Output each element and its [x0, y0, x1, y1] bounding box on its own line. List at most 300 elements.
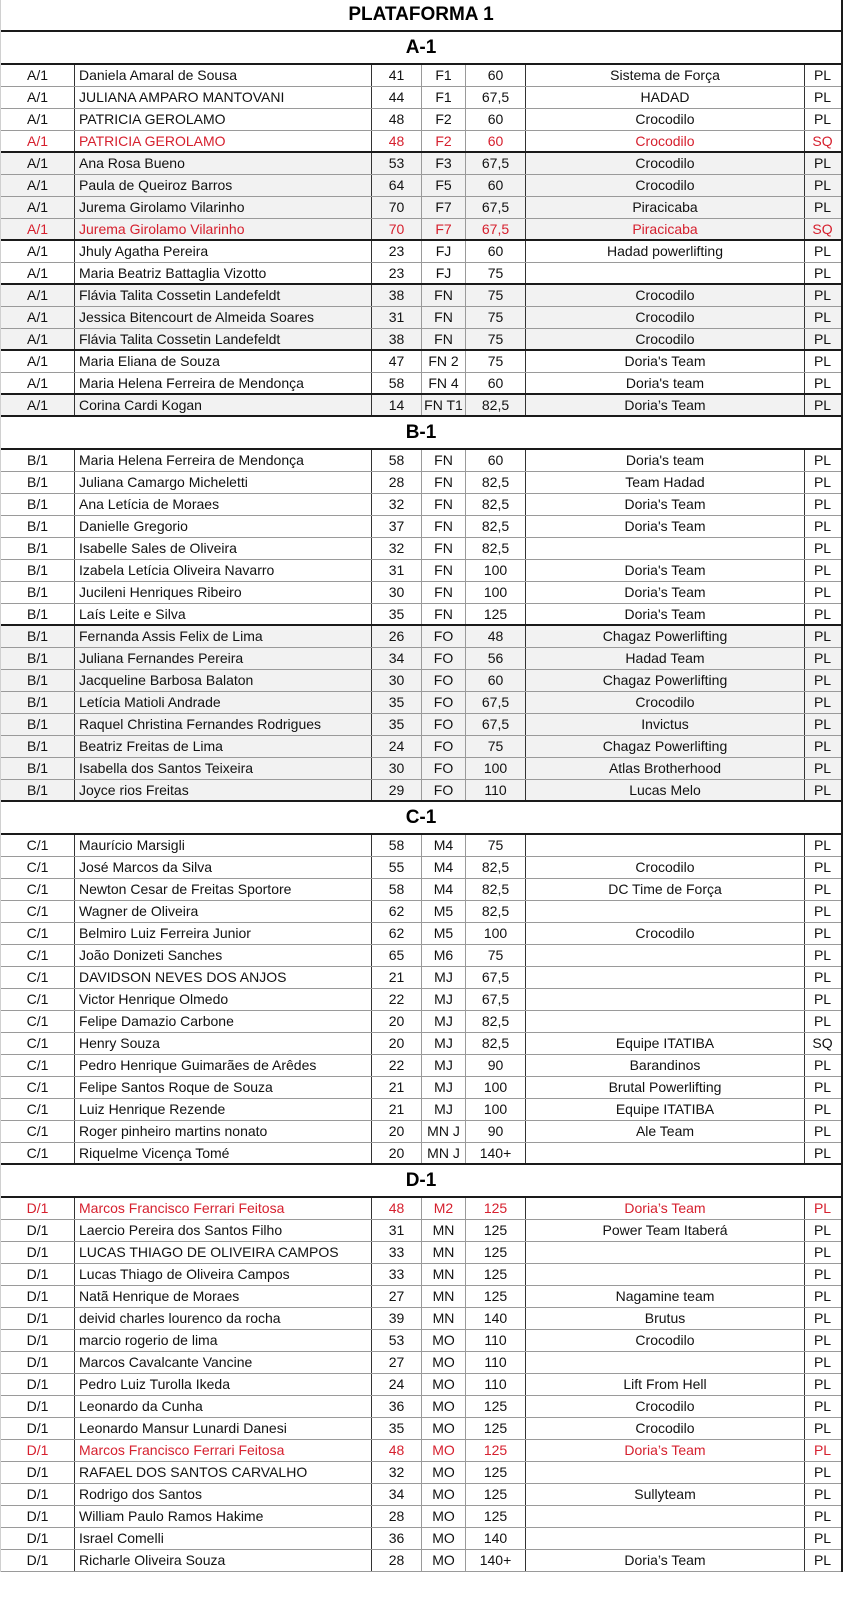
weight-class-cell: 125 [465, 1198, 525, 1219]
athlete-name-cell: Ana Rosa Bueno [74, 153, 371, 174]
category-cell: FN 2 [421, 351, 465, 372]
category-cell: M5 [421, 901, 465, 922]
athlete-name-cell: Pedro Luiz Turolla Ikeda [74, 1374, 371, 1395]
weight-class-cell: 125 [465, 1242, 525, 1263]
athlete-row[interactable] [1, 1506, 841, 1528]
athlete-name-cell: Juliana Camargo Micheletti [74, 472, 371, 493]
category-cell: FN [421, 516, 465, 537]
flight-cell: B/1 [26, 716, 48, 732]
team-cell: Crocodilo [525, 175, 804, 196]
athlete-row[interactable] [1, 1308, 841, 1330]
athlete-name-cell: PATRICIA GEROLAMO [74, 131, 371, 151]
athlete-row[interactable] [1, 901, 841, 923]
weight-class-cell: 90 [465, 1121, 525, 1142]
flight-cell: A/1 [26, 67, 48, 83]
category-cell: F7 [421, 197, 465, 218]
age-cell: 34 [371, 1484, 421, 1505]
athlete-name-cell: João Donizeti Sanches [74, 945, 371, 966]
team-cell: Crocodilo [525, 329, 804, 349]
athlete-row[interactable] [1, 1198, 841, 1220]
athlete-name-cell: Danielle Gregorio [74, 516, 371, 537]
athlete-name-cell: Natã Henrique de Moraes [74, 1286, 371, 1307]
athlete-name-cell: Newton Cesar de Freitas Sportore [74, 879, 371, 900]
team-cell: Hadad Team [525, 648, 804, 669]
category-cell: FN [421, 450, 465, 471]
team-cell: Crocodilo [525, 923, 804, 944]
category-cell: FJ [421, 263, 465, 283]
category-cell: FN [421, 604, 465, 624]
athlete-row[interactable] [1, 560, 841, 582]
athlete-row[interactable] [1, 1264, 841, 1286]
athlete-name-cell: Jhuly Agatha Pereira [74, 241, 371, 262]
category-cell: MJ [421, 1077, 465, 1098]
flight-section [1, 1165, 841, 1572]
category-cell: MO [421, 1484, 465, 1505]
age-cell: 24 [371, 736, 421, 757]
age-cell: 22 [371, 989, 421, 1010]
weight-class-cell: 100 [465, 1099, 525, 1120]
team-cell: Crocodilo [525, 1396, 804, 1417]
category-cell: F2 [421, 131, 465, 151]
weight-class-cell: 82,5 [465, 395, 525, 415]
athlete-row[interactable] [1, 923, 841, 945]
weight-class-cell: 125 [465, 1506, 525, 1527]
flight-cell: B/1 [26, 452, 48, 468]
team-cell [525, 835, 804, 856]
age-cell: 39 [371, 1308, 421, 1329]
age-cell: 26 [371, 626, 421, 647]
weight-class-cell: 60 [465, 65, 525, 86]
weight-class-cell: 125 [465, 1418, 525, 1439]
athlete-name-cell: Laís Leite e Silva [74, 604, 371, 624]
flight-cell: A/1 [26, 265, 48, 281]
age-cell: 48 [371, 131, 421, 151]
age-cell: 35 [371, 714, 421, 735]
team-cell: Crocodilo [525, 1418, 804, 1439]
athlete-row[interactable] [1, 967, 841, 989]
age-cell: 32 [371, 494, 421, 515]
team-cell: Ale Team [525, 1121, 804, 1142]
weight-class-cell: 56 [465, 648, 525, 669]
age-cell: 33 [371, 1242, 421, 1263]
category-cell: MO [421, 1374, 465, 1395]
modality-cell: PL [804, 1550, 840, 1571]
athlete-row[interactable] [1, 626, 841, 648]
modality-cell: PL [804, 714, 840, 735]
flight-cell: A/1 [26, 177, 48, 193]
weight-class-cell: 75 [465, 351, 525, 372]
athlete-row[interactable] [1, 648, 841, 670]
weight-class-cell: 140+ [465, 1550, 525, 1571]
weight-class-cell: 125 [465, 1462, 525, 1483]
weight-class-cell: 60 [465, 109, 525, 130]
flight-cell: A/1 [26, 397, 48, 413]
weight-class-cell: 140 [465, 1528, 525, 1549]
flight-cell: D/1 [26, 1464, 49, 1480]
weight-class-cell: 125 [465, 1396, 525, 1417]
team-cell: Lift From Hell [525, 1374, 804, 1395]
athlete-row[interactable] [1, 1242, 841, 1264]
athlete-name-cell: Jacqueline Barbosa Balaton [74, 670, 371, 691]
modality-cell: PL [804, 945, 840, 966]
age-cell: 30 [371, 582, 421, 603]
modality-cell: PL [804, 153, 840, 174]
team-cell [525, 901, 804, 922]
category-cell: M2 [421, 1198, 465, 1219]
athlete-row[interactable] [1, 109, 841, 131]
modality-cell: PL [804, 670, 840, 691]
modality-cell: PL [804, 901, 840, 922]
modality-cell: PL [804, 1462, 840, 1483]
athlete-row[interactable] [1, 516, 841, 538]
athlete-row[interactable] [1, 714, 841, 736]
age-cell: 20 [371, 1033, 421, 1054]
athlete-name-cell: Roger pinheiro martins nonato [74, 1121, 371, 1142]
team-cell: Doria's team [525, 373, 804, 393]
weight-class-cell: 67,5 [465, 197, 525, 218]
athlete-row[interactable] [1, 1099, 841, 1121]
flight-cell: B/1 [26, 606, 48, 622]
age-cell: 20 [371, 1121, 421, 1142]
athlete-name-cell: Maria Helena Ferreira de Mendonça [74, 373, 371, 393]
athlete-row[interactable] [1, 538, 841, 560]
category-cell: FN [421, 582, 465, 603]
athlete-row[interactable] [1, 1330, 841, 1352]
athlete-row[interactable] [1, 758, 841, 780]
athlete-row[interactable] [1, 1440, 841, 1462]
athlete-name-cell: RAFAEL DOS SANTOS CARVALHO [74, 1462, 371, 1483]
athlete-name-cell: PATRICIA GEROLAMO [74, 109, 371, 130]
flight-cell: A/1 [26, 353, 48, 369]
athlete-name-cell: Maria Beatriz Battaglia Vizotto [74, 263, 371, 283]
athlete-row[interactable] [1, 450, 841, 472]
flight-cell: D/1 [26, 1200, 49, 1216]
team-cell: Doria's team [525, 450, 804, 471]
athlete-row[interactable] [1, 1286, 841, 1308]
weight-class-cell: 82,5 [465, 1011, 525, 1032]
category-cell: MJ [421, 1011, 465, 1032]
flight-cell: B/1 [26, 738, 48, 754]
category-cell: M6 [421, 945, 465, 966]
category-cell: FN [421, 307, 465, 328]
athlete-name-cell: Beatriz Freitas de Lima [74, 736, 371, 757]
athlete-row[interactable] [1, 1011, 841, 1033]
weight-class-cell: 82,5 [465, 901, 525, 922]
team-cell [525, 945, 804, 966]
category-cell: FO [421, 714, 465, 735]
weight-class-cell: 48 [465, 626, 525, 647]
category-cell: F1 [421, 65, 465, 86]
modality-cell: PL [804, 241, 840, 262]
athlete-row[interactable] [1, 1528, 841, 1550]
flight-cell: C/1 [26, 1057, 49, 1073]
modality-cell: PL [804, 307, 840, 328]
weight-class-cell: 125 [465, 604, 525, 624]
flight-cell: A/1 [26, 287, 48, 303]
athlete-row[interactable] [1, 879, 841, 901]
modality-cell: PL [804, 373, 840, 393]
athlete-row[interactable] [1, 65, 841, 87]
sheet-title: PLATAFORMA 1 [1, 0, 841, 32]
category-cell: FN [421, 329, 465, 349]
athlete-row[interactable] [1, 604, 841, 626]
athlete-row[interactable] [1, 1396, 841, 1418]
section-header: C-1 [1, 802, 841, 835]
athlete-name-cell: Flávia Talita Cossetin Landefeldt [74, 329, 371, 349]
category-cell: MO [421, 1462, 465, 1483]
weight-class-cell: 110 [465, 1352, 525, 1373]
sections-container [1, 32, 841, 1572]
flight-cell: C/1 [26, 925, 49, 941]
athlete-name-cell: Izabela Letícia Oliveira Navarro [74, 560, 371, 581]
modality-cell: PL [804, 263, 840, 283]
flight-cell: D/1 [26, 1310, 49, 1326]
modality-cell: PL [804, 604, 840, 624]
age-cell: 48 [371, 1198, 421, 1219]
age-cell: 70 [371, 219, 421, 239]
modality-cell: PL [804, 648, 840, 669]
athlete-name-cell: Jurema Girolamo Vilarinho [74, 197, 371, 218]
age-cell: 20 [371, 1143, 421, 1163]
modality-cell: PL [804, 1220, 840, 1241]
weight-class-cell: 82,5 [465, 472, 525, 493]
athlete-row[interactable] [1, 857, 841, 879]
category-cell: F3 [421, 153, 465, 174]
category-cell: F7 [421, 219, 465, 239]
modality-cell: PL [804, 1143, 840, 1163]
weight-class-cell: 75 [465, 285, 525, 306]
weight-class-cell: 82,5 [465, 538, 525, 559]
age-cell: 28 [371, 472, 421, 493]
flight-cell: B/1 [26, 782, 48, 798]
athlete-row[interactable] [1, 263, 841, 285]
age-cell: 21 [371, 1077, 421, 1098]
flight-cell: C/1 [26, 1101, 49, 1117]
athlete-name-cell: Letícia Matioli Andrade [74, 692, 371, 713]
category-cell: FO [421, 626, 465, 647]
athlete-row[interactable] [1, 153, 841, 175]
flight-cell: A/1 [26, 221, 48, 237]
athlete-row[interactable] [1, 351, 841, 373]
flight-cell: C/1 [26, 1145, 49, 1161]
athlete-row[interactable] [1, 835, 841, 857]
category-cell: FO [421, 670, 465, 691]
athlete-row[interactable] [1, 175, 841, 197]
team-cell: Doria’s Team [525, 1550, 804, 1571]
category-cell: MO [421, 1396, 465, 1417]
weight-class-cell: 60 [465, 131, 525, 151]
athlete-name-cell: Richarle Oliveira Souza [74, 1550, 371, 1571]
flight-cell: C/1 [26, 881, 49, 897]
athlete-row[interactable] [1, 1352, 841, 1374]
athlete-row[interactable] [1, 1374, 841, 1396]
team-cell: Chagaz Powerlifting [525, 626, 804, 647]
team-cell: Sullyteam [525, 1484, 804, 1505]
weight-class-cell: 60 [465, 373, 525, 393]
athlete-row[interactable] [1, 945, 841, 967]
age-cell: 65 [371, 945, 421, 966]
athlete-name-cell: Raquel Christina Fernandes Rodrigues [74, 714, 371, 735]
athlete-row[interactable] [1, 241, 841, 263]
athlete-row[interactable] [1, 307, 841, 329]
athlete-name-cell: Rodrigo dos Santos [74, 1484, 371, 1505]
athlete-name-cell: Israel Comelli [74, 1528, 371, 1549]
category-cell: MN [421, 1286, 465, 1307]
modality-cell: PL [804, 450, 840, 471]
flight-cell: A/1 [26, 243, 48, 259]
category-cell: MO [421, 1550, 465, 1571]
team-cell [525, 1506, 804, 1527]
team-cell: Doria’s Team [525, 395, 804, 415]
weight-class-cell: 75 [465, 263, 525, 283]
age-cell: 36 [371, 1528, 421, 1549]
flight-cell: B/1 [26, 584, 48, 600]
category-cell: FO [421, 648, 465, 669]
team-cell: Invictus [525, 714, 804, 735]
athlete-row[interactable] [1, 1055, 841, 1077]
modality-cell: PL [804, 87, 840, 108]
athlete-name-cell: William Paulo Ramos Hakime [74, 1506, 371, 1527]
flight-cell: B/1 [26, 628, 48, 644]
athlete-name-cell: Henry Souza [74, 1033, 371, 1054]
category-cell: F1 [421, 87, 465, 108]
athlete-row[interactable] [1, 1484, 841, 1506]
athlete-row[interactable] [1, 329, 841, 351]
athlete-row[interactable] [1, 131, 841, 153]
age-cell: 41 [371, 65, 421, 86]
modality-cell: PL [804, 1484, 840, 1505]
team-cell: Crocodilo [525, 307, 804, 328]
weight-class-cell: 100 [465, 758, 525, 779]
modality-cell: PL [804, 1242, 840, 1263]
weight-class-cell: 110 [465, 1330, 525, 1351]
modality-cell: PL [804, 835, 840, 856]
age-cell: 62 [371, 901, 421, 922]
flight-cell: C/1 [26, 969, 49, 985]
athlete-row[interactable] [1, 670, 841, 692]
age-cell: 35 [371, 604, 421, 624]
athlete-row[interactable] [1, 1462, 841, 1484]
flight-cell: D/1 [26, 1266, 49, 1282]
age-cell: 48 [371, 1440, 421, 1461]
athlete-row[interactable] [1, 494, 841, 516]
flight-cell: C/1 [26, 991, 49, 1007]
age-cell: 23 [371, 241, 421, 262]
athlete-row[interactable] [1, 197, 841, 219]
category-cell: MN [421, 1242, 465, 1263]
team-cell [525, 263, 804, 283]
age-cell: 58 [371, 373, 421, 393]
athlete-row[interactable] [1, 989, 841, 1011]
flight-cell: C/1 [26, 1035, 49, 1051]
athlete-row[interactable] [1, 285, 841, 307]
category-cell: F2 [421, 109, 465, 130]
team-cell: DC Time de Força [525, 879, 804, 900]
flight-cell: A/1 [26, 331, 48, 347]
weight-class-cell: 60 [465, 241, 525, 262]
athlete-row[interactable] [1, 1077, 841, 1099]
athlete-row[interactable] [1, 1033, 841, 1055]
team-cell: Equipe ITATIBA [525, 1099, 804, 1120]
age-cell: 48 [371, 109, 421, 130]
modality-cell: PL [804, 538, 840, 559]
flight-cell: D/1 [26, 1354, 49, 1370]
team-cell: Crocodilo [525, 692, 804, 713]
athlete-row[interactable] [1, 582, 841, 604]
weight-class-cell: 67,5 [465, 87, 525, 108]
age-cell: 24 [371, 1374, 421, 1395]
modality-cell: SQ [804, 131, 840, 151]
modality-cell: SQ [804, 1033, 840, 1054]
team-cell [525, 1242, 804, 1263]
team-cell: Power Team Itaberá [525, 1220, 804, 1241]
age-cell: 22 [371, 1055, 421, 1076]
flight-cell: A/1 [26, 309, 48, 325]
team-cell: Brutus [525, 1308, 804, 1329]
team-cell: Crocodilo [525, 131, 804, 151]
section-rows [1, 1198, 841, 1572]
weight-class-cell: 75 [465, 835, 525, 856]
age-cell: 28 [371, 1550, 421, 1571]
flight-cell: C/1 [26, 859, 49, 875]
team-cell [525, 967, 804, 988]
athlete-name-cell: Victor Henrique Olmedo [74, 989, 371, 1010]
athlete-name-cell: Marcos Francisco Ferrari Feitosa [74, 1198, 371, 1219]
section-rows [1, 65, 841, 417]
category-cell: MJ [421, 989, 465, 1010]
section-rows [1, 450, 841, 802]
athlete-row[interactable] [1, 1220, 841, 1242]
category-cell: MN [421, 1220, 465, 1241]
athlete-row[interactable] [1, 472, 841, 494]
athlete-name-cell: Leonardo Mansur Lunardi Danesi [74, 1418, 371, 1439]
athlete-row[interactable] [1, 1121, 841, 1143]
flight-cell: A/1 [26, 111, 48, 127]
team-cell: Hadad powerlifting [525, 241, 804, 262]
category-cell: FN [421, 560, 465, 581]
flight-cell: C/1 [26, 947, 49, 963]
modality-cell: PL [804, 1374, 840, 1395]
athlete-row[interactable] [1, 219, 841, 241]
athlete-name-cell: Luiz Henrique Rezende [74, 1099, 371, 1120]
athlete-row[interactable] [1, 373, 841, 395]
flight-cell: B/1 [26, 562, 48, 578]
age-cell: 38 [371, 329, 421, 349]
athlete-name-cell: José Marcos da Silva [74, 857, 371, 878]
category-cell: MJ [421, 1033, 465, 1054]
athlete-row[interactable] [1, 1418, 841, 1440]
flight-section [1, 802, 841, 1165]
age-cell: 23 [371, 263, 421, 283]
team-cell: Equipe ITATIBA [525, 1033, 804, 1054]
modality-cell: PL [804, 582, 840, 603]
age-cell: 62 [371, 923, 421, 944]
athlete-name-cell: Felipe Damazio Carbone [74, 1011, 371, 1032]
athlete-row[interactable] [1, 1550, 841, 1572]
age-cell: 27 [371, 1286, 421, 1307]
team-cell [525, 538, 804, 559]
team-cell: Crocodilo [525, 857, 804, 878]
athlete-row[interactable] [1, 87, 841, 109]
athlete-name-cell: Belmiro Luiz Ferreira Junior [74, 923, 371, 944]
modality-cell: PL [804, 472, 840, 493]
category-cell: MJ [421, 1099, 465, 1120]
athlete-row[interactable] [1, 692, 841, 714]
athlete-row[interactable] [1, 780, 841, 802]
athlete-row[interactable] [1, 395, 841, 417]
athlete-row[interactable] [1, 1143, 841, 1165]
athlete-row[interactable] [1, 736, 841, 758]
